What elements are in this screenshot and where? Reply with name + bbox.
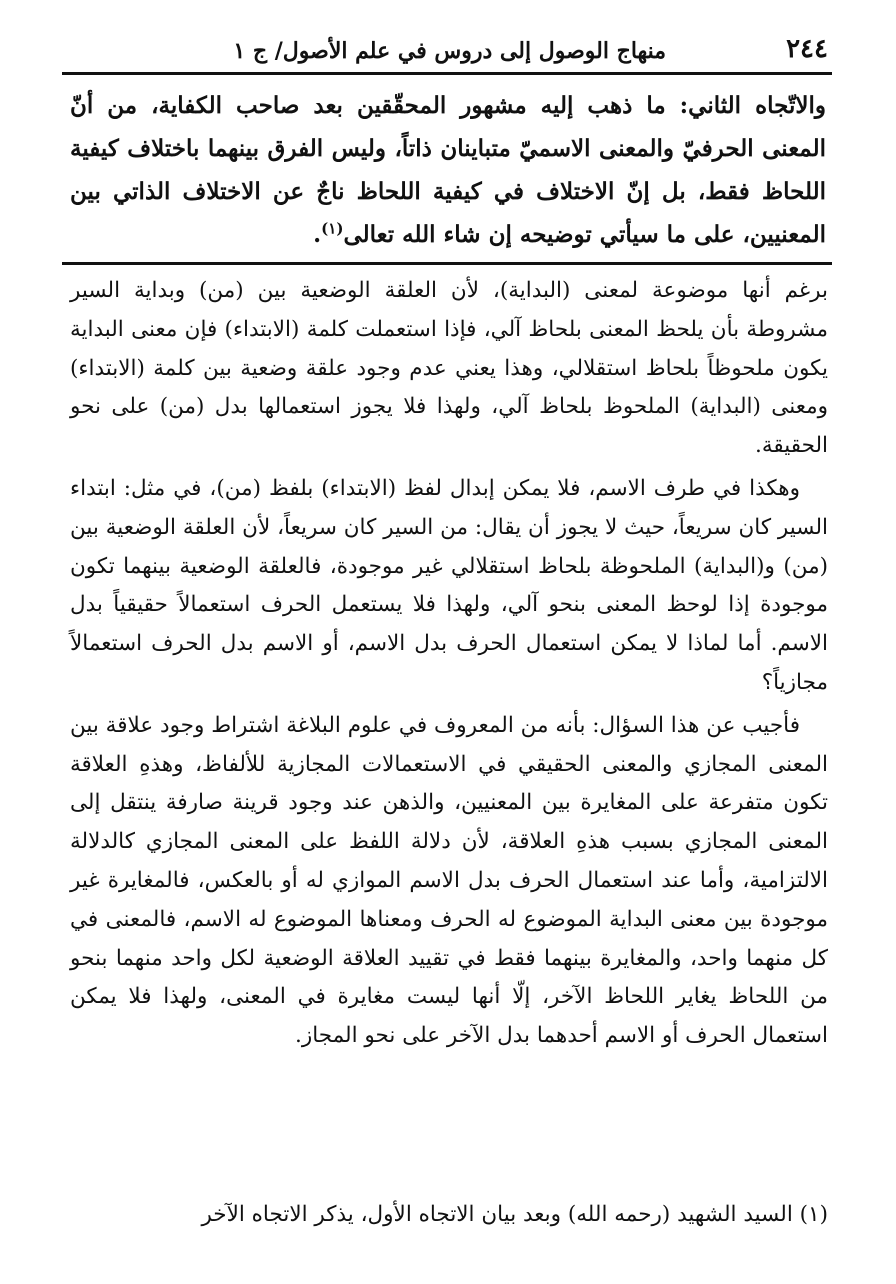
footnote-marker[interactable]: (١) [321, 219, 344, 238]
header-rule [62, 72, 832, 75]
footnote: (١) السيد الشهيد (رحمه الله) وبعد بيان الاتجاه الأول، يذكر الاتجاه الآخر [201, 1202, 828, 1227]
main-text-end: . [313, 221, 322, 248]
page-number: ٢٤٤ [786, 34, 828, 64]
running-title: منهاج الوصول إلى دروس في علم الأصول/ ج ١ [233, 38, 667, 64]
commentary-section [70, 272, 828, 1060]
main-text [70, 84, 826, 256]
commentary-paragraph: برغم أنها موضوعة لمعنى (البداية)، لأن العلقة الوضعية بين (من) وبداية السير مشروطة بأن يلحظ المعنى بلحاظ آلي، فإذا استعملت كلمة (الابتداء) فإن معنى البداية يكون ملحوظاً بلحاظ استقلالي، وهذا يعني عدم وجود علقة وضعية بين كلمة (الابتداء) ومعنى (البداية) الملحوظ بلحاظ آلي، ولهذا فلا يجوز استعمالها بدل (من) على نحو الحقيقة. [70, 278, 828, 459]
main-text-body: والاتّجاه الثاني: ما ذهب إليه مشهور المحقّقين بعد صاحب الكفاية، من أنّ المعنى الحرفيّ والمعنى الاسميّ متباينان ذاتاً، وليس الفرق بينهما باختلاف كيفية اللحاظ فقط، بل إنّ الاختلاف في كيفية اللحاظ ناجٌ عن الاختلاف الذاتي بين المعنيين، على ما سيأتي توضيحه إن شاء الله تعالى [70, 92, 826, 248]
commentary-paragraph: وهكذا في طرف الاسم، فلا يمكن إبدال لفظ (الابتداء) بلفظ (من)، في مثل: ابتداء السير كان سريعاً، حيث لا يجوز أن يقال: من السير كان سريعاً، لأن العلقة الوضعية بين (من) و(البداية) الملحوظة بلحاظ استقلالي غير موجودة، فالعلقة الوضعية بينهما تكون موجودة إذا لوحظ المعنى بنحو آلي، ولهذا فلا يستعمل الحرف استعمالاً حقيقياً بدل الاسم. أما لماذا لا يمكن استعمال الحرف بدل الاسم، أو الاسم بدل الحرف استعمالاً مجازياً؟ [70, 475, 828, 695]
commentary-divider [62, 262, 832, 265]
page-header [68, 20, 828, 70]
commentary-paragraph: فأجيب عن هذا السؤال: بأنه من المعروف في علوم البلاغة اشتراط وجود علاقة بين المعنى المجازي والمعنى الحقيقي في الاستعمالات المجازية للألفاظ، وهذهِ العلاقة تكون متفرعة على المغايرة بين المعنيين، والذهن عند وجود قرينة صارفة ينتقل إلى المعنى المجازي بسبب هذهِ العلاقة، لأن دلالة اللفظ على المعنى المجازي كالدلالة الالتزامية، وأما عند استعمال الحرف بدل الاسم الموازي له أو بالعكس، فالمغايرة غير موجودة بين معنى البداية الموضوع له الحرف ومعناها الموضوع له الاسم، فالمعنى في كل منهما واحد، والمغايرة بينهما فقط في تقييد العلاقة الوضعية لكل واحد منهما بنحو من اللحاظ يغاير اللحاظ الآخر، إلّا أنها ليست مغايرة في المعنى، ولهذا فلا يمكن استعمال الحرف أو الاسم أحدهما بدل الآخر على نحو المجاز. [70, 712, 828, 1049]
